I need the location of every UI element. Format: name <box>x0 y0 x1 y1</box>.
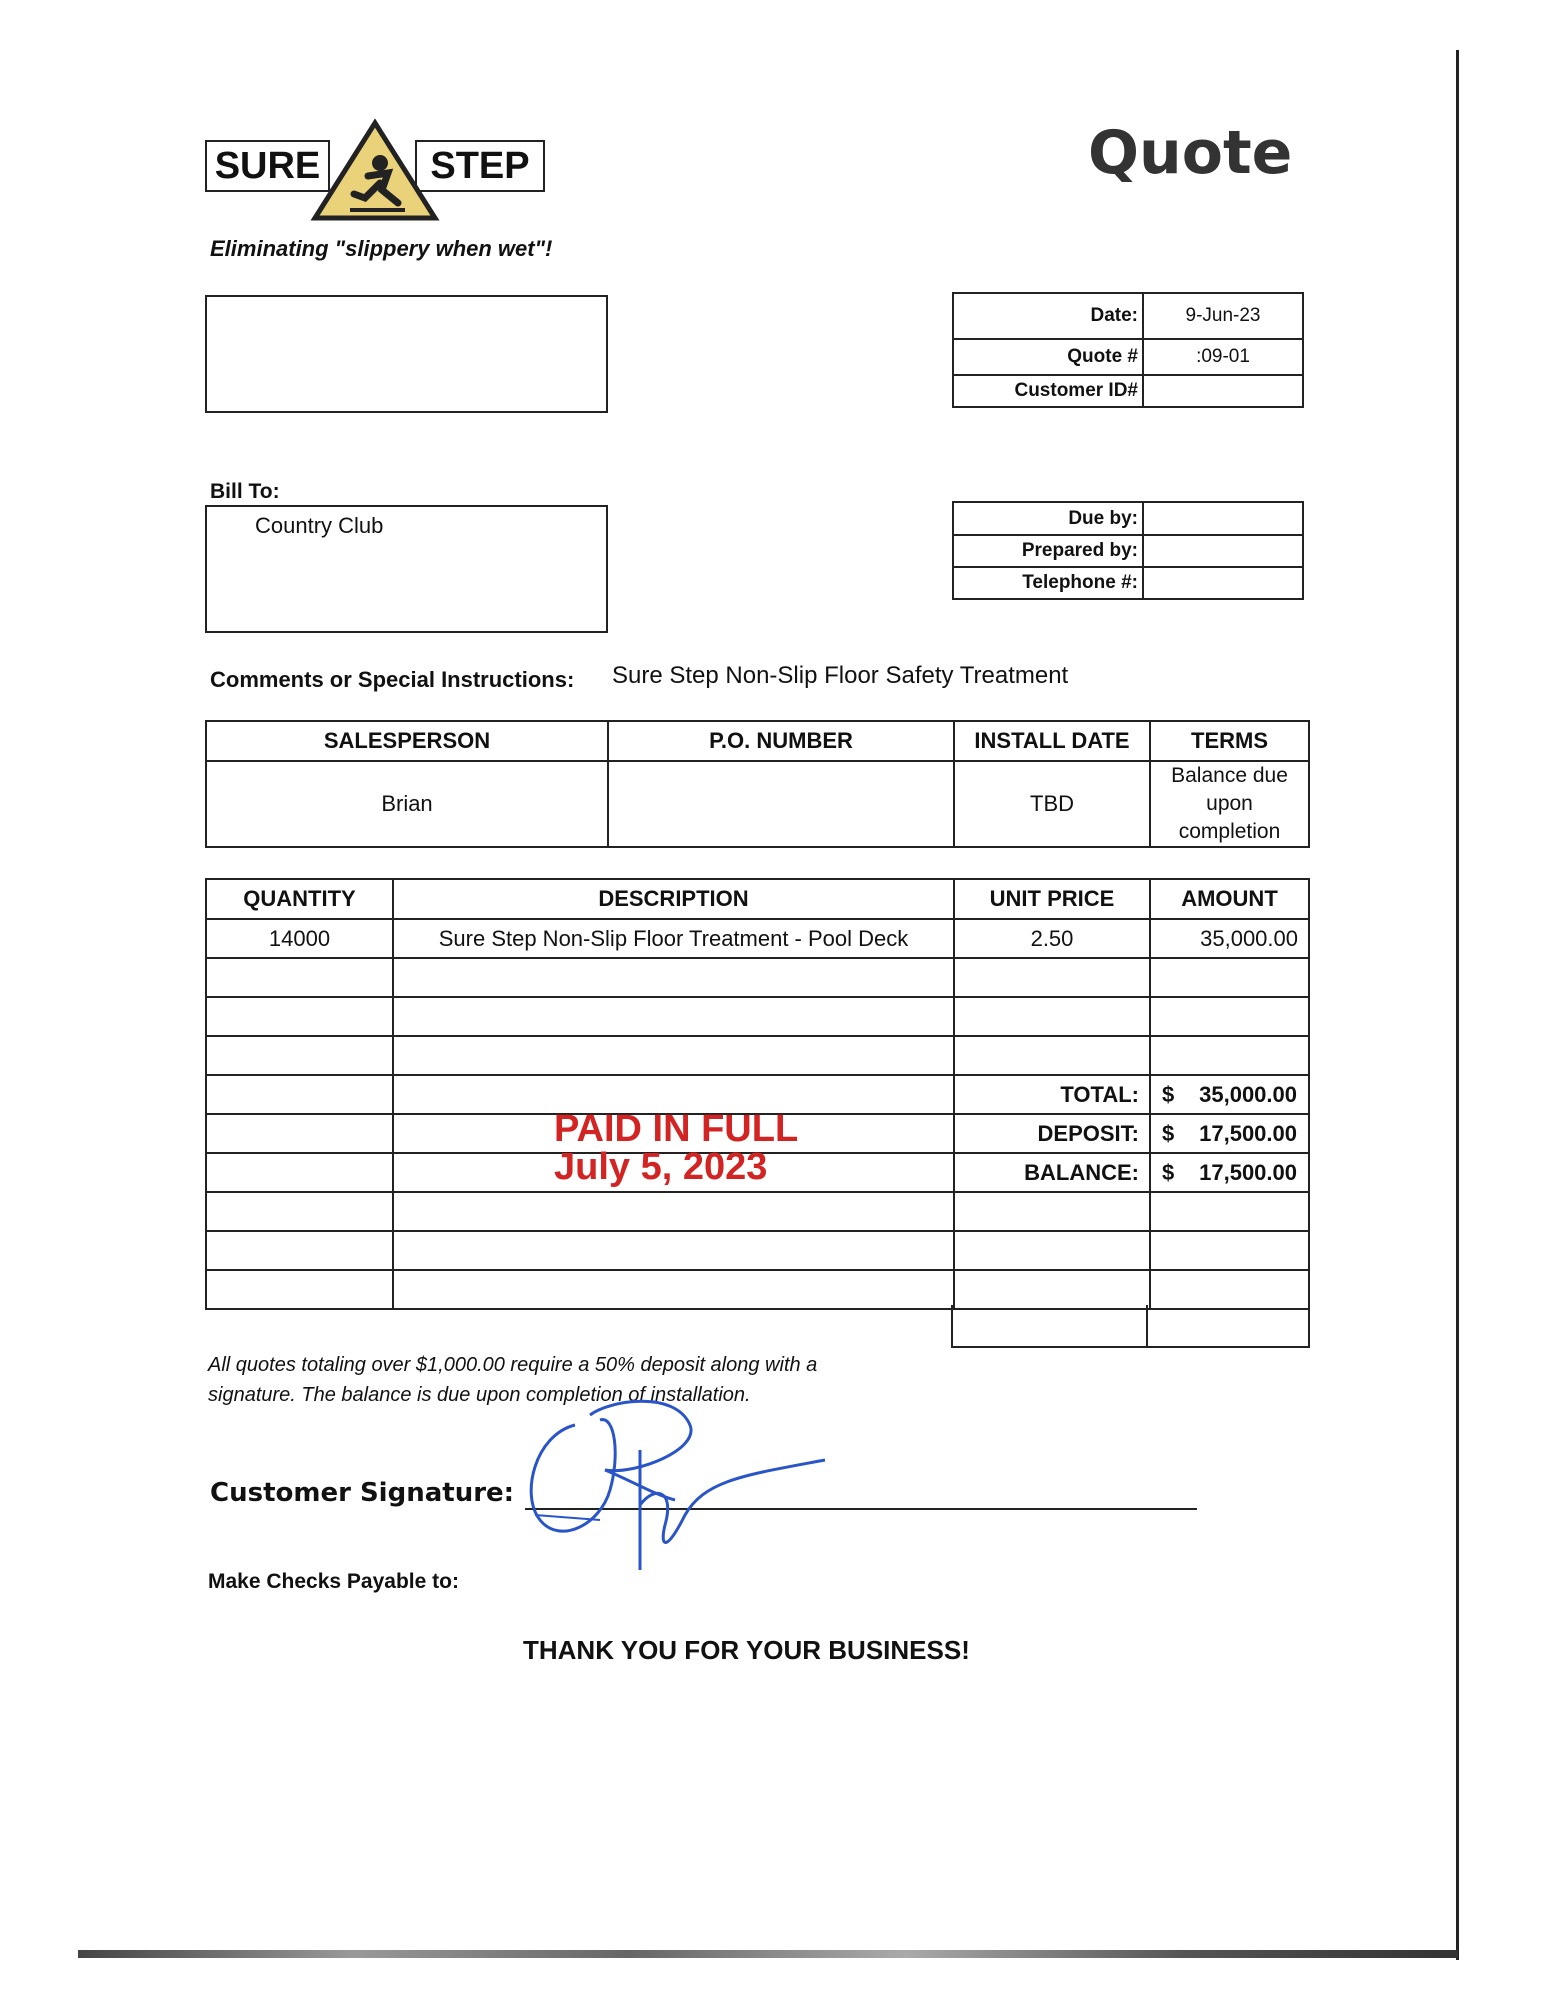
description-header: DESCRIPTION <box>393 879 954 919</box>
logo-left-word: SURE <box>205 140 330 192</box>
total-value: 35,000.00 <box>1199 1081 1297 1107</box>
paid-stamp <box>554 1110 798 1186</box>
company-address-box <box>205 295 608 413</box>
document-title: Quote <box>1088 118 1293 188</box>
deposit-currency: $ <box>1162 1120 1175 1146</box>
due-by-value <box>1143 502 1303 535</box>
note-line1: All quotes totaling over $1,000.00 require a 50% deposit along with a <box>208 1354 818 1376</box>
unit-price-header: UNIT PRICE <box>954 879 1150 919</box>
paid-stamp-line2: July 5, 2023 <box>554 1146 768 1188</box>
telephone-label: Telephone #: <box>953 567 1143 599</box>
tagline: Eliminating "slippery when wet"! <box>210 236 553 261</box>
paid-stamp-line1: PAID IN FULL <box>554 1108 799 1150</box>
quote-number-value: :09-01 <box>1143 339 1303 375</box>
extra-row-box <box>951 1305 1310 1348</box>
balance-value: 17,500.00 <box>1199 1159 1297 1185</box>
table-row <box>206 1036 1309 1075</box>
table-row <box>206 1270 1309 1309</box>
customer-signature-label: Customer Signature: <box>210 1478 515 1508</box>
comments-value: Sure Step Non-Slip Floor Safety Treatment <box>612 662 1069 689</box>
slip-warning-icon <box>310 118 440 228</box>
scan-strip <box>78 1950 1458 1958</box>
terms-header: TERMS <box>1150 721 1309 761</box>
quote-number-label: Quote # <box>953 339 1143 375</box>
total-cell <box>1150 1075 1309 1114</box>
date-value: 9-Jun-23 <box>1143 293 1303 339</box>
bill-to-value: Country Club <box>255 513 384 538</box>
table-row <box>206 997 1309 1036</box>
table-row <box>206 919 1309 958</box>
customer-signature-image <box>515 1395 835 1575</box>
sales-table <box>205 720 1310 848</box>
logo-right-word: STEP <box>415 140 545 192</box>
page-edge-line <box>1456 50 1459 1960</box>
due-by-label: Due by: <box>953 502 1143 535</box>
items-table <box>205 878 1310 1310</box>
telephone-value <box>1143 567 1303 599</box>
deposit-value: 17,500.00 <box>1199 1120 1297 1146</box>
total-label: TOTAL: <box>954 1075 1150 1114</box>
prepared-by-value <box>1143 535 1303 567</box>
deposit-cell <box>1150 1114 1309 1153</box>
install-date-value: TBD <box>954 761 1150 847</box>
table-row <box>206 1192 1309 1231</box>
item-description: Sure Step Non-Slip Floor Treatment - Pool Deck <box>393 919 954 958</box>
quote-meta-table <box>952 292 1304 408</box>
po-number-header: P.O. NUMBER <box>608 721 954 761</box>
customer-id-label: Customer ID# <box>953 375 1143 407</box>
salesperson-value: Brian <box>206 761 608 847</box>
comments-label: Comments or Special Instructions: <box>210 667 575 692</box>
checks-payable-label: Make Checks Payable to: <box>208 1570 459 1593</box>
deposit-label: DEPOSIT: <box>954 1114 1150 1153</box>
table-row <box>206 1231 1309 1270</box>
balance-cell <box>1150 1153 1309 1192</box>
date-label: Date: <box>953 293 1143 339</box>
prepared-by-label: Prepared by: <box>953 535 1143 567</box>
balance-currency: $ <box>1162 1159 1175 1185</box>
table-row <box>206 958 1309 997</box>
total-currency: $ <box>1162 1081 1175 1107</box>
quantity-header: QUANTITY <box>206 879 393 919</box>
po-number-value <box>608 761 954 847</box>
install-date-header: INSTALL DATE <box>954 721 1150 761</box>
customer-id-value <box>1143 375 1303 407</box>
salesperson-header: SALESPERSON <box>206 721 608 761</box>
item-quantity: 14000 <box>206 919 393 958</box>
bill-to-label: Bill To: <box>210 480 280 503</box>
amount-header: AMOUNT <box>1150 879 1309 919</box>
note-line2: signature. The balance is due upon completion of installation. <box>208 1384 751 1406</box>
item-unit-price: 2.50 <box>954 919 1150 958</box>
terms-value: Balance due upon completion <box>1150 761 1309 847</box>
company-logo <box>205 118 545 228</box>
bill-to-box <box>205 505 608 633</box>
thank-you-message: THANK YOU FOR YOUR BUSINESS! <box>523 1635 970 1665</box>
contact-table <box>952 501 1304 600</box>
balance-label: BALANCE: <box>954 1153 1150 1192</box>
item-amount: 35,000.00 <box>1150 919 1309 958</box>
